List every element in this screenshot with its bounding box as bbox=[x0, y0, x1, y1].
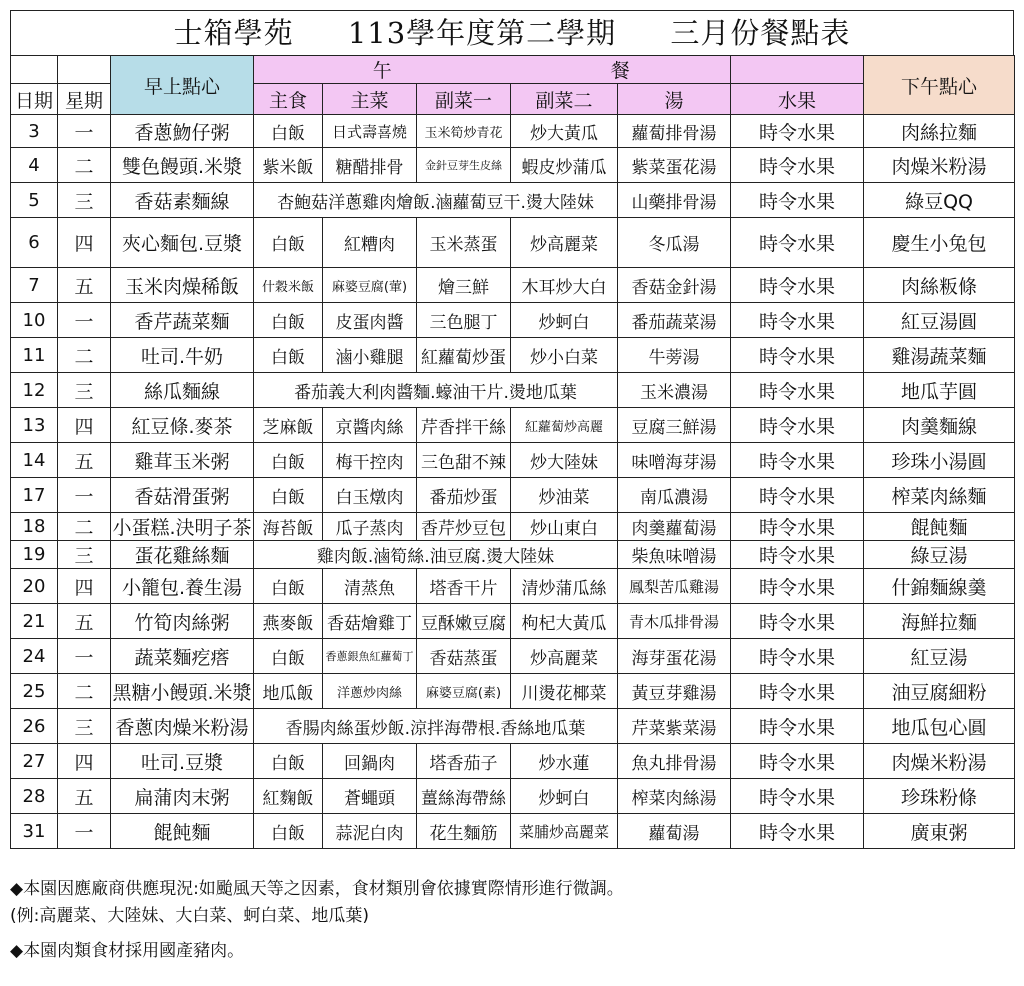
staple-cell: 白飯 bbox=[254, 115, 323, 148]
side1-cell: 塔香茄子 bbox=[417, 744, 511, 779]
main-cell: 京醬肉絲 bbox=[323, 408, 417, 443]
date-cell: 3 bbox=[11, 115, 58, 148]
header-blank-weekday bbox=[58, 56, 111, 84]
breakfast-cell: 香菇素麵線 bbox=[111, 183, 254, 218]
afternoon-cell: 慶生小兔包 bbox=[864, 218, 1015, 268]
soup-cell: 柴魚味噌湯 bbox=[618, 541, 731, 569]
date-cell: 4 bbox=[11, 148, 58, 183]
table-row bbox=[11, 639, 1015, 674]
staple-cell: 紫米飯 bbox=[254, 148, 323, 183]
side2-cell: 炒高麗菜 bbox=[511, 639, 618, 674]
afternoon-cell: 肉羹麵線 bbox=[864, 408, 1015, 443]
side1-cell: 三色甜不辣 bbox=[417, 443, 511, 478]
weekday-cell: 一 bbox=[58, 814, 111, 849]
meal-table bbox=[10, 55, 1015, 849]
soup-cell: 魚丸排骨湯 bbox=[618, 744, 731, 779]
table-row bbox=[11, 814, 1015, 849]
weekday-cell: 一 bbox=[58, 303, 111, 338]
weekday-cell: 五 bbox=[58, 443, 111, 478]
side1-cell: 番茄炒蛋 bbox=[417, 478, 511, 513]
staple-cell: 地瓜飯 bbox=[254, 674, 323, 709]
side1-cell: 三色腿丁 bbox=[417, 303, 511, 338]
weekday-cell: 二 bbox=[58, 338, 111, 373]
breakfast-cell: 扁蒲肉末粥 bbox=[111, 779, 254, 814]
breakfast-cell: 香芹蔬菜麵 bbox=[111, 303, 254, 338]
side1-cell: 芹香拌干絲 bbox=[417, 408, 511, 443]
weekday-cell: 四 bbox=[58, 744, 111, 779]
breakfast-cell: 雙色饅頭.米漿 bbox=[111, 148, 254, 183]
fruit-cell: 時令水果 bbox=[731, 814, 864, 849]
meal-rows bbox=[11, 115, 1015, 849]
lunch-combined-cell: 香腸肉絲蛋炒飯.涼拌海帶根.香絲地瓜葉 bbox=[254, 709, 618, 744]
breakfast-cell: 餛飩麵 bbox=[111, 814, 254, 849]
header-fruit: 水果 bbox=[731, 84, 864, 115]
table-row bbox=[11, 338, 1015, 373]
soup-cell: 味噌海芽湯 bbox=[618, 443, 731, 478]
date-cell: 18 bbox=[11, 513, 58, 541]
date-cell: 12 bbox=[11, 373, 58, 408]
header-lunch-blank bbox=[731, 56, 864, 84]
soup-cell: 榨菜肉絲湯 bbox=[618, 779, 731, 814]
fruit-cell: 時令水果 bbox=[731, 268, 864, 303]
afternoon-cell: 珍珠粉條 bbox=[864, 779, 1015, 814]
header-afternoon: 下午點心 bbox=[864, 56, 1015, 115]
table-row bbox=[11, 541, 1015, 569]
side2-cell: 菜脯炒高麗菜 bbox=[511, 814, 618, 849]
date-cell: 25 bbox=[11, 674, 58, 709]
weekday-cell: 四 bbox=[58, 569, 111, 604]
side2-cell: 炒水蓮 bbox=[511, 744, 618, 779]
fruit-cell: 時令水果 bbox=[731, 674, 864, 709]
side2-cell: 清炒蒲瓜絲 bbox=[511, 569, 618, 604]
date-cell: 24 bbox=[11, 639, 58, 674]
table-row bbox=[11, 303, 1015, 338]
soup-cell: 蘿蔔排骨湯 bbox=[618, 115, 731, 148]
side1-cell: 紅蘿蔔炒蛋 bbox=[417, 338, 511, 373]
breakfast-cell: 香蔥魩仔粥 bbox=[111, 115, 254, 148]
main-cell: 麻婆豆腐(葷) bbox=[323, 268, 417, 303]
side2-cell: 蝦皮炒蒲瓜 bbox=[511, 148, 618, 183]
weekday-cell: 一 bbox=[58, 478, 111, 513]
date-cell: 13 bbox=[11, 408, 58, 443]
breakfast-cell: 香蔥肉燥米粉湯 bbox=[111, 709, 254, 744]
soup-cell: 豆腐三鮮湯 bbox=[618, 408, 731, 443]
weekday-cell: 三 bbox=[58, 373, 111, 408]
soup-cell: 青木瓜排骨湯 bbox=[618, 604, 731, 639]
soup-cell: 紫菜蛋花湯 bbox=[618, 148, 731, 183]
date-cell: 31 bbox=[11, 814, 58, 849]
weekday-cell: 三 bbox=[58, 709, 111, 744]
header-side2: 副菜二 bbox=[511, 84, 618, 115]
fruit-cell: 時令水果 bbox=[731, 604, 864, 639]
fruit-cell: 時令水果 bbox=[731, 373, 864, 408]
soup-cell: 香菇金針湯 bbox=[618, 268, 731, 303]
afternoon-cell: 紅豆湯圓 bbox=[864, 303, 1015, 338]
weekday-cell: 二 bbox=[58, 148, 111, 183]
side1-cell: 豆酥嫩豆腐 bbox=[417, 604, 511, 639]
weekday-cell: 一 bbox=[58, 639, 111, 674]
side1-cell: 麻婆豆腐(素) bbox=[417, 674, 511, 709]
side1-cell: 塔香干片 bbox=[417, 569, 511, 604]
header-blank-date bbox=[11, 56, 58, 84]
fruit-cell: 時令水果 bbox=[731, 148, 864, 183]
soup-cell: 黃豆芽雞湯 bbox=[618, 674, 731, 709]
main-cell: 香菇燴雞丁 bbox=[323, 604, 417, 639]
breakfast-cell: 紅豆條.麥茶 bbox=[111, 408, 254, 443]
staple-cell: 紅麴飯 bbox=[254, 779, 323, 814]
weekday-cell: 四 bbox=[58, 408, 111, 443]
breakfast-cell: 絲瓜麵線 bbox=[111, 373, 254, 408]
side2-cell: 炒蚵白 bbox=[511, 779, 618, 814]
soup-cell: 冬瓜湯 bbox=[618, 218, 731, 268]
breakfast-cell: 竹筍肉絲粥 bbox=[111, 604, 254, 639]
fruit-cell: 時令水果 bbox=[731, 408, 864, 443]
lunch-combined-cell: 雞肉飯.滷筍絲.油豆腐.燙大陸妹 bbox=[254, 541, 618, 569]
soup-cell: 蘿蔔湯 bbox=[618, 814, 731, 849]
side2-cell: 炒大黃瓜 bbox=[511, 115, 618, 148]
weekday-cell: 三 bbox=[58, 183, 111, 218]
fruit-cell: 時令水果 bbox=[731, 709, 864, 744]
side2-cell: 炒高麗菜 bbox=[511, 218, 618, 268]
date-cell: 17 bbox=[11, 478, 58, 513]
table-row bbox=[11, 148, 1015, 183]
table-row bbox=[11, 478, 1015, 513]
notes bbox=[10, 876, 1014, 965]
afternoon-cell: 什錦麵線羹 bbox=[864, 569, 1015, 604]
table-row bbox=[11, 779, 1015, 814]
weekday-cell: 二 bbox=[58, 674, 111, 709]
date-cell: 10 bbox=[11, 303, 58, 338]
main-cell: 糖醋排骨 bbox=[323, 148, 417, 183]
staple-cell: 白飯 bbox=[254, 443, 323, 478]
breakfast-cell: 雞茸玉米粥 bbox=[111, 443, 254, 478]
fruit-cell: 時令水果 bbox=[731, 779, 864, 814]
table-row bbox=[11, 408, 1015, 443]
side2-cell: 炒大陸妹 bbox=[511, 443, 618, 478]
afternoon-cell: 地瓜芋圓 bbox=[864, 373, 1015, 408]
side2-cell: 木耳炒大白 bbox=[511, 268, 618, 303]
afternoon-cell: 綠豆湯 bbox=[864, 541, 1015, 569]
main-cell: 白玉燉肉 bbox=[323, 478, 417, 513]
main-cell: 蒜泥白肉 bbox=[323, 814, 417, 849]
weekday-cell: 三 bbox=[58, 541, 111, 569]
breakfast-cell: 小籠包.養生湯 bbox=[111, 569, 254, 604]
soup-cell: 芹菜紫菜湯 bbox=[618, 709, 731, 744]
afternoon-cell: 肉絲粄條 bbox=[864, 268, 1015, 303]
weekday-cell: 四 bbox=[58, 218, 111, 268]
afternoon-cell: 肉燥米粉湯 bbox=[864, 148, 1015, 183]
fruit-cell: 時令水果 bbox=[731, 744, 864, 779]
date-cell: 26 bbox=[11, 709, 58, 744]
header-main: 主菜 bbox=[323, 84, 417, 115]
header-side1: 副菜一 bbox=[417, 84, 511, 115]
table-row bbox=[11, 674, 1015, 709]
soup-cell: 玉米濃湯 bbox=[618, 373, 731, 408]
date-cell: 7 bbox=[11, 268, 58, 303]
table-row bbox=[11, 218, 1015, 268]
afternoon-cell: 雞湯蔬菜麵 bbox=[864, 338, 1015, 373]
side2-cell: 炒小白菜 bbox=[511, 338, 618, 373]
afternoon-cell: 珍珠小湯圓 bbox=[864, 443, 1015, 478]
date-cell: 28 bbox=[11, 779, 58, 814]
side2-cell: 枸杞大黃瓜 bbox=[511, 604, 618, 639]
table-row bbox=[11, 709, 1015, 744]
fruit-cell: 時令水果 bbox=[731, 639, 864, 674]
main-cell: 紅糟肉 bbox=[323, 218, 417, 268]
table-row bbox=[11, 183, 1015, 218]
weekday-cell: 五 bbox=[58, 779, 111, 814]
staple-cell: 白飯 bbox=[254, 744, 323, 779]
weekday-cell: 二 bbox=[58, 513, 111, 541]
staple-cell: 芝麻飯 bbox=[254, 408, 323, 443]
date-cell: 19 bbox=[11, 541, 58, 569]
staple-cell: 白飯 bbox=[254, 639, 323, 674]
staple-cell: 白飯 bbox=[254, 218, 323, 268]
breakfast-cell: 夾心麵包.豆漿 bbox=[111, 218, 254, 268]
soup-cell: 南瓜濃湯 bbox=[618, 478, 731, 513]
afternoon-cell: 綠豆QQ bbox=[864, 183, 1015, 218]
breakfast-cell: 吐司.牛奶 bbox=[111, 338, 254, 373]
breakfast-cell: 蛋花雞絲麵 bbox=[111, 541, 254, 569]
table-row bbox=[11, 268, 1015, 303]
side1-cell: 花生麵筋 bbox=[417, 814, 511, 849]
term-label: 113學年度第二學期 bbox=[347, 16, 617, 50]
table-row bbox=[11, 373, 1015, 408]
main-cell: 日式壽喜燒 bbox=[323, 115, 417, 148]
header-lunch-left: 午 bbox=[254, 56, 511, 84]
main-cell: 蒼蠅頭 bbox=[323, 779, 417, 814]
table-row bbox=[11, 604, 1015, 639]
breakfast-cell: 小蛋糕.決明子茶 bbox=[111, 513, 254, 541]
main-cell: 滷小雞腿 bbox=[323, 338, 417, 373]
fruit-cell: 時令水果 bbox=[731, 183, 864, 218]
main-cell: 香蔥銀魚紅蘿蔔丁 bbox=[323, 639, 417, 674]
lunch-combined-cell: 番茄義大利肉醬麵.蠔油干片.燙地瓜葉 bbox=[254, 373, 618, 408]
side1-cell: 薑絲海帶絲 bbox=[417, 779, 511, 814]
soup-cell: 鳳梨苦瓜雞湯 bbox=[618, 569, 731, 604]
header-date: 日期 bbox=[11, 84, 58, 115]
fruit-cell: 時令水果 bbox=[731, 218, 864, 268]
date-cell: 5 bbox=[11, 183, 58, 218]
staple-cell: 白飯 bbox=[254, 569, 323, 604]
school-name: 士箱學苑 bbox=[173, 16, 294, 50]
side2-cell: 炒蚵白 bbox=[511, 303, 618, 338]
afternoon-cell: 紅豆湯 bbox=[864, 639, 1015, 674]
staple-cell: 白飯 bbox=[254, 814, 323, 849]
side1-cell: 香菇蒸蛋 bbox=[417, 639, 511, 674]
staple-cell: 白飯 bbox=[254, 338, 323, 373]
date-cell: 27 bbox=[11, 744, 58, 779]
side2-cell: 川燙花椰菜 bbox=[511, 674, 618, 709]
side1-cell: 燴三鮮 bbox=[417, 268, 511, 303]
side1-cell: 玉米筍炒青花 bbox=[417, 115, 511, 148]
afternoon-cell: 廣東粥 bbox=[864, 814, 1015, 849]
main-cell: 回鍋肉 bbox=[323, 744, 417, 779]
header-staple: 主食 bbox=[254, 84, 323, 115]
staple-cell: 什穀米飯 bbox=[254, 268, 323, 303]
afternoon-cell: 餛飩麵 bbox=[864, 513, 1015, 541]
afternoon-cell: 地瓜包心圓 bbox=[864, 709, 1015, 744]
side1-cell: 金針豆芽生皮絲 bbox=[417, 148, 511, 183]
staple-cell: 白飯 bbox=[254, 303, 323, 338]
table-row bbox=[11, 513, 1015, 541]
lunch-combined-cell: 杏鮑菇洋蔥雞肉燴飯.滷蘿蔔豆干.燙大陸妹 bbox=[254, 183, 618, 218]
main-cell: 皮蛋肉醬 bbox=[323, 303, 417, 338]
side2-cell: 炒山東白 bbox=[511, 513, 618, 541]
soup-cell: 肉羹蘿蔔湯 bbox=[618, 513, 731, 541]
date-cell: 6 bbox=[11, 218, 58, 268]
breakfast-cell: 香菇滑蛋粥 bbox=[111, 478, 254, 513]
table-row bbox=[11, 569, 1015, 604]
staple-cell: 燕麥飯 bbox=[254, 604, 323, 639]
fruit-cell: 時令水果 bbox=[731, 338, 864, 373]
menu-name: 三月份餐點表 bbox=[670, 16, 851, 50]
main-cell: 清蒸魚 bbox=[323, 569, 417, 604]
side1-cell: 香芹炒豆包 bbox=[417, 513, 511, 541]
afternoon-cell: 油豆腐細粉 bbox=[864, 674, 1015, 709]
weekday-cell: 一 bbox=[58, 115, 111, 148]
table-row bbox=[11, 115, 1015, 148]
staple-cell: 海苔飯 bbox=[254, 513, 323, 541]
fruit-cell: 時令水果 bbox=[731, 115, 864, 148]
side1-cell: 玉米蒸蛋 bbox=[417, 218, 511, 268]
fruit-cell: 時令水果 bbox=[731, 569, 864, 604]
main-cell: 瓜子蒸肉 bbox=[323, 513, 417, 541]
main-cell: 梅干控肉 bbox=[323, 443, 417, 478]
soup-cell: 牛蒡湯 bbox=[618, 338, 731, 373]
note-pork: ◆本園肉類食材採用國產豬肉。 bbox=[10, 941, 245, 961]
date-cell: 11 bbox=[11, 338, 58, 373]
fruit-cell: 時令水果 bbox=[731, 443, 864, 478]
afternoon-cell: 肉燥米粉湯 bbox=[864, 744, 1015, 779]
date-cell: 21 bbox=[11, 604, 58, 639]
breakfast-cell: 吐司.豆漿 bbox=[111, 744, 254, 779]
soup-cell: 番茄蔬菜湯 bbox=[618, 303, 731, 338]
afternoon-cell: 榨菜肉絲麵 bbox=[864, 478, 1015, 513]
note-supply: ◆本園因應廠商供應現況:如颱風天等之因素，食材類別會依據實際情形進行微調。 bbox=[10, 879, 624, 899]
fruit-cell: 時令水果 bbox=[731, 478, 864, 513]
fruit-cell: 時令水果 bbox=[731, 513, 864, 541]
soup-cell: 山藥排骨湯 bbox=[618, 183, 731, 218]
date-cell: 14 bbox=[11, 443, 58, 478]
table-row bbox=[11, 443, 1015, 478]
fruit-cell: 時令水果 bbox=[731, 303, 864, 338]
fruit-cell: 時令水果 bbox=[731, 541, 864, 569]
afternoon-cell: 肉絲拉麵 bbox=[864, 115, 1015, 148]
side2-cell: 紅蘿蔔炒高麗 bbox=[511, 408, 618, 443]
staple-cell: 白飯 bbox=[254, 478, 323, 513]
main-cell: 洋蔥炒肉絲 bbox=[323, 674, 417, 709]
menu-sheet bbox=[10, 10, 1014, 849]
side2-cell: 炒油菜 bbox=[511, 478, 618, 513]
header-breakfast: 早上點心 bbox=[111, 56, 254, 115]
soup-cell: 海芽蛋花湯 bbox=[618, 639, 731, 674]
weekday-cell: 五 bbox=[58, 604, 111, 639]
header-lunch-right: 餐 bbox=[511, 56, 731, 84]
breakfast-cell: 玉米肉燥稀飯 bbox=[111, 268, 254, 303]
note-examples: (例:高麗菜、大陸妹、大白菜、蚵白菜、地瓜葉) bbox=[10, 906, 369, 926]
header-weekday: 星期 bbox=[58, 84, 111, 115]
weekday-cell: 五 bbox=[58, 268, 111, 303]
table-row bbox=[11, 744, 1015, 779]
breakfast-cell: 蔬菜麵疙瘩 bbox=[111, 639, 254, 674]
date-cell: 20 bbox=[11, 569, 58, 604]
breakfast-cell: 黑糖小饅頭.米漿 bbox=[111, 674, 254, 709]
header-soup: 湯 bbox=[618, 84, 731, 115]
afternoon-cell: 海鮮拉麵 bbox=[864, 604, 1015, 639]
page-title bbox=[10, 10, 1014, 55]
